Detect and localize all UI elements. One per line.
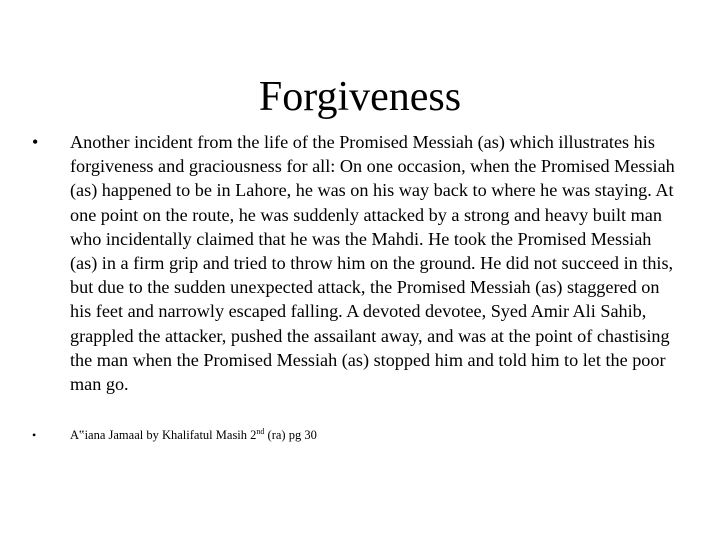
reference-page: (ra) pg 30	[264, 428, 317, 443]
bullet-dot-icon: •	[32, 428, 37, 443]
bullet-item-incident	[30, 130, 675, 396]
reference-superscript: nd	[256, 427, 265, 437]
bullet-item-reference	[30, 427, 675, 443]
bullet-list	[30, 130, 675, 443]
slide-title: Forgiveness	[258, 74, 462, 121]
reference-source: A‟iana Jamaal by Khalifatul Masih 2	[70, 428, 257, 443]
bullet-dot-icon: •	[32, 132, 39, 152]
reference-text	[70, 428, 317, 442]
incident-text: Another incident from the life of the Promised Messiah (as) which illustrates his forgiveness and graciousness for all: On one occasion, when the Promised Messiah (as) happened to be in Lahore, he was on his way back to where he was staying. At one point on the route, he was suddenly attacked by a strong and heavy built man who incidentally claimed that he was the Mahdi. He took the Promised Messiah (as) in a firm grip and tried to throw him on the ground. He did not succeed in this, but due to the sudden unexpected attack, the Promised Messiah (as) staggered on his feet and narrowly escaped falling. A devoted devotee, Syed Amir Ali Sahib, grappled the attacker, pushed the assailant away, and was at the point of chastising the man when the Promised Messiah (as) stopped him and told him to let the poor man go.	[70, 132, 675, 395]
